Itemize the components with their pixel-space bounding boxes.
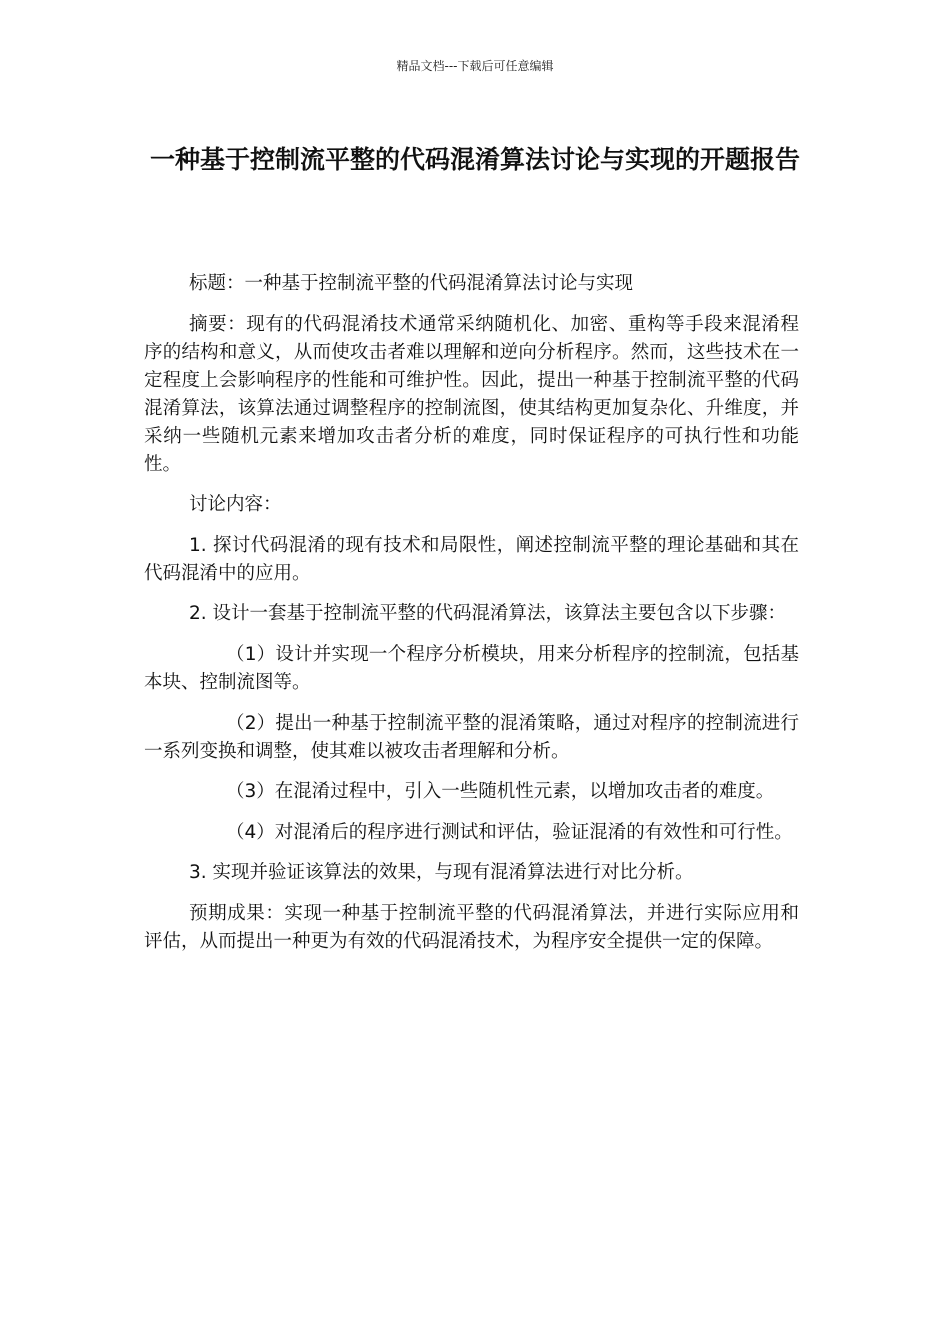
research-item-3: 3. 实现并验证该算法的效果，与现有混淆算法进行对比分析。: [189, 862, 694, 884]
abstract-paragraph: 摘要：现有的代码混淆技术通常采纳随机化、加密、重构等手段来混淆程序的结构和意义，从而使攻击者难以理解和逆向分析程序。然而，这些技术在一定程度上会影响程序的性能和可维护性。因此，提出一种基于控制流平整的代码混淆算法，该算法通过调整程序的控制流图，使其结构更加复杂化、升维度，并采纳一些随机元素来增加攻击者分析的难度，同时保证程序的可执行性和功能性。: [144, 313, 799, 475]
expected-results-paragraph: 预期成果：实现一种基于控制流平整的代码混淆算法，并进行实际应用和评估，从而提出一种更为有效的代码混淆技术，为程序安全提供一定的保障。: [144, 902, 799, 952]
page-header-note: 精品文档---下载后可任意编辑: [396, 59, 554, 73]
research-step-1: （1）设计并实现一个程序分析模块，用来分析程序的控制流，包括基本块、控制流图等。: [144, 643, 799, 693]
document-title: 一种基于控制流平整的代码混淆算法讨论与实现的开题报告: [149, 145, 800, 174]
research-item-2: 2. 设计一套基于控制流平整的代码混淆算法，该算法主要包含以下步骤：: [189, 603, 787, 625]
subject-line: 标题：一种基于控制流平整的代码混淆算法讨论与实现: [189, 273, 634, 294]
research-item-1: 1. 探讨代码混淆的现有技术和局限性，阐述控制流平整的理论基础和其在代码混淆中的应用。: [144, 534, 799, 584]
research-content-heading: 讨论内容：: [189, 494, 282, 516]
research-step-4: （4）对混淆后的程序进行测试和评估，验证混淆的有效性和可行性。: [226, 821, 793, 843]
research-step-2: （2）提出一种基于控制流平整的混淆策略，通过对程序的控制流进行一系列变换和调整，使其难以被攻击者理解和分析。: [144, 712, 799, 762]
research-step-3: （3）在混淆过程中，引入一些随机性元素，以增加攻击者的难度。: [226, 781, 775, 803]
document-body: [144, 270, 799, 969]
